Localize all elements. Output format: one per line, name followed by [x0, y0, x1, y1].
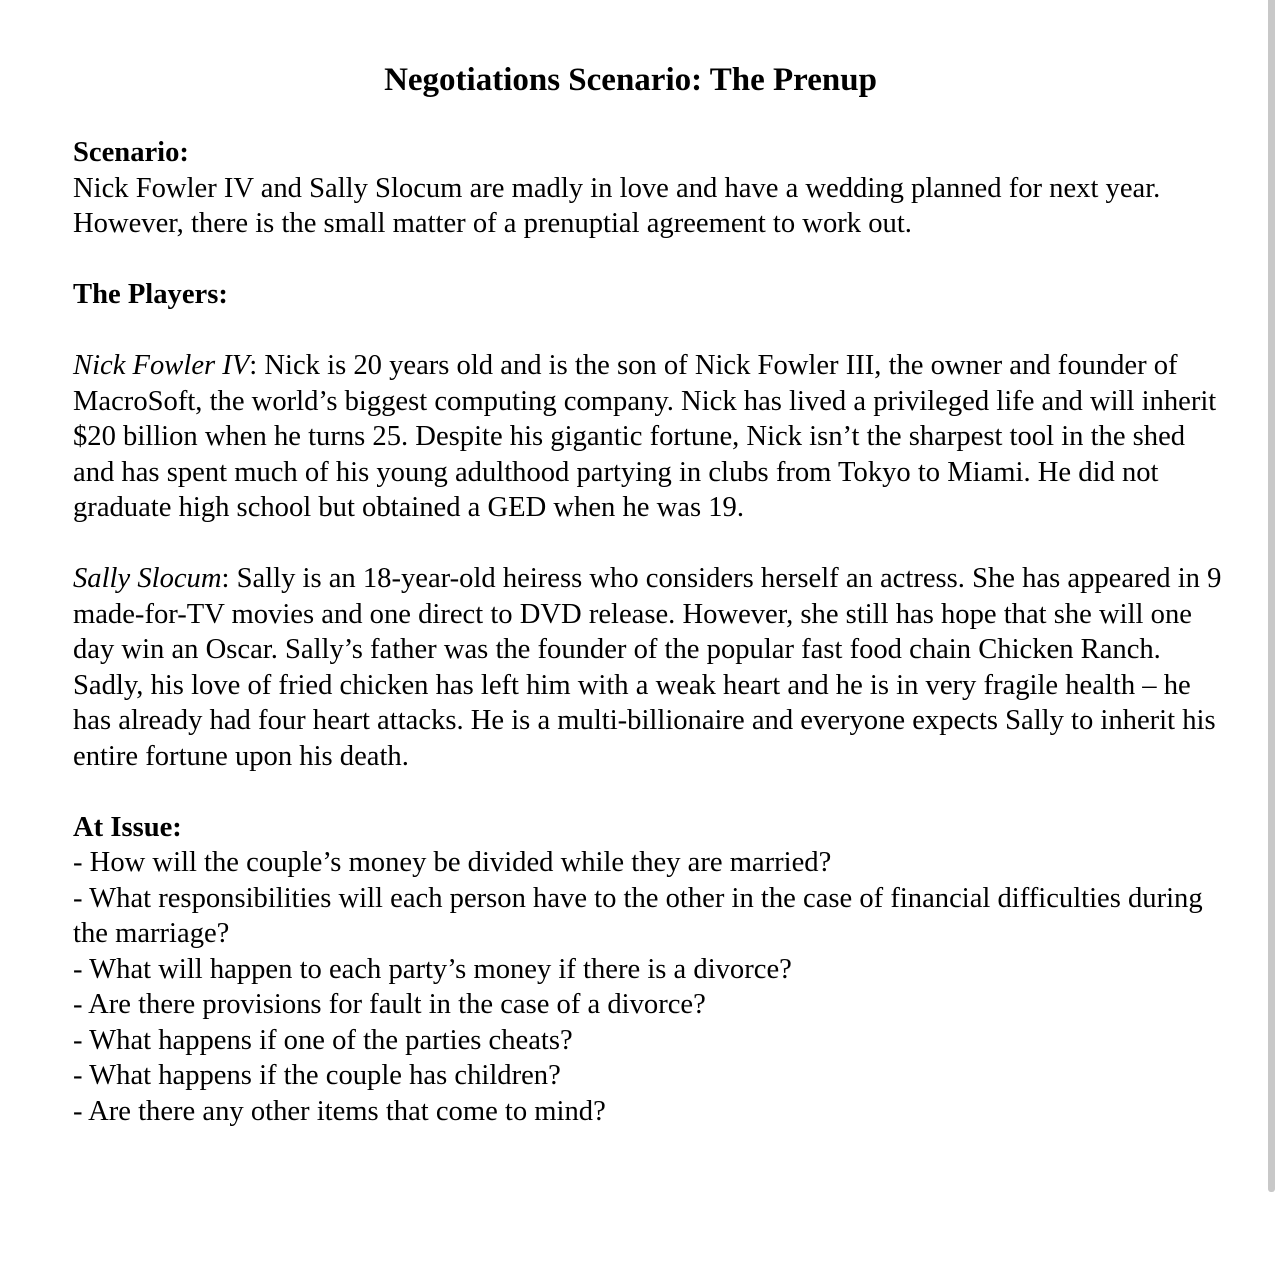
- players-section: [73, 277, 1223, 774]
- spacer: [73, 242, 1223, 278]
- scenario-heading: Scenario:: [73, 137, 189, 168]
- player-sally-text: : Sally is an 18-year-old heiress who considers herself an actress. She has appeared in 9 made-for-TV movies and one direct to DVD release. However, she still has hope that she will one day win an Oscar. Sally’s father was the founder of the popular fast food chain Chicken Ranch. Sadly, his love of fried chicken has left him with a weak heart and he is in very fragile health – he has already had four heart attacks. He is a multi-billionaire and everyone expects Sally to inherit his entire fortune upon his death.: [73, 563, 1222, 772]
- issues-section: [73, 810, 1223, 1130]
- player-sally: [73, 561, 1223, 774]
- issues-list: [73, 845, 1223, 1129]
- issue-item: - How will the couple’s money be divided while they are married?: [73, 847, 832, 878]
- players-heading: The Players:: [73, 279, 228, 310]
- player-nick-text: : Nick is 20 years old and is the son of Nick Fowler III, the owner and founder of MacroSoft, the world’s biggest computing company. Nick has lived a privileged life and will inherit $20 billion when he turns 25. Despite his gigantic fortune, Nick isn’t the sharpest tool in the shed and has spent much of his young adulthood partying in clubs from Tokyo to Miami. He did not graduate high school but obtained a GED when he was 19.: [73, 350, 1217, 523]
- spacer: [73, 313, 1223, 349]
- issue-item: - What responsibilities will each person have to the other in the case of financial difficulties during the marriage?: [73, 882, 1203, 949]
- issue-item: - Are there provisions for fault in the case of a divorce?: [73, 989, 706, 1020]
- issue-item: - What will happen to each party’s money if there is a divorce?: [73, 953, 792, 985]
- document-title: Negotiations Scenario: The Prenup: [384, 62, 877, 98]
- scenario-section: [73, 135, 1223, 242]
- player-sally-name: Sally Slocum: [73, 563, 222, 594]
- issues-heading: At Issue:: [73, 811, 182, 843]
- issue-item: - What happens if one of the parties cheats?: [73, 1024, 573, 1056]
- scrollbar[interactable]: [1268, 0, 1275, 1192]
- player-nick-name: Nick Fowler IV: [73, 350, 250, 381]
- scenario-text: Nick Fowler IV and Sally Slocum are madly in love and have a wedding planned for next year. However, there is the small matter of a prenuptial agreement to work out.: [73, 172, 1161, 239]
- spacer: [73, 774, 1223, 810]
- player-nick: [73, 348, 1223, 526]
- spacer: [73, 526, 1223, 562]
- document-content: [73, 56, 1223, 1129]
- issue-item: - What happens if the couple has children?: [73, 1060, 561, 1091]
- issue-item: - Are there any other items that come to mind?: [73, 1095, 606, 1127]
